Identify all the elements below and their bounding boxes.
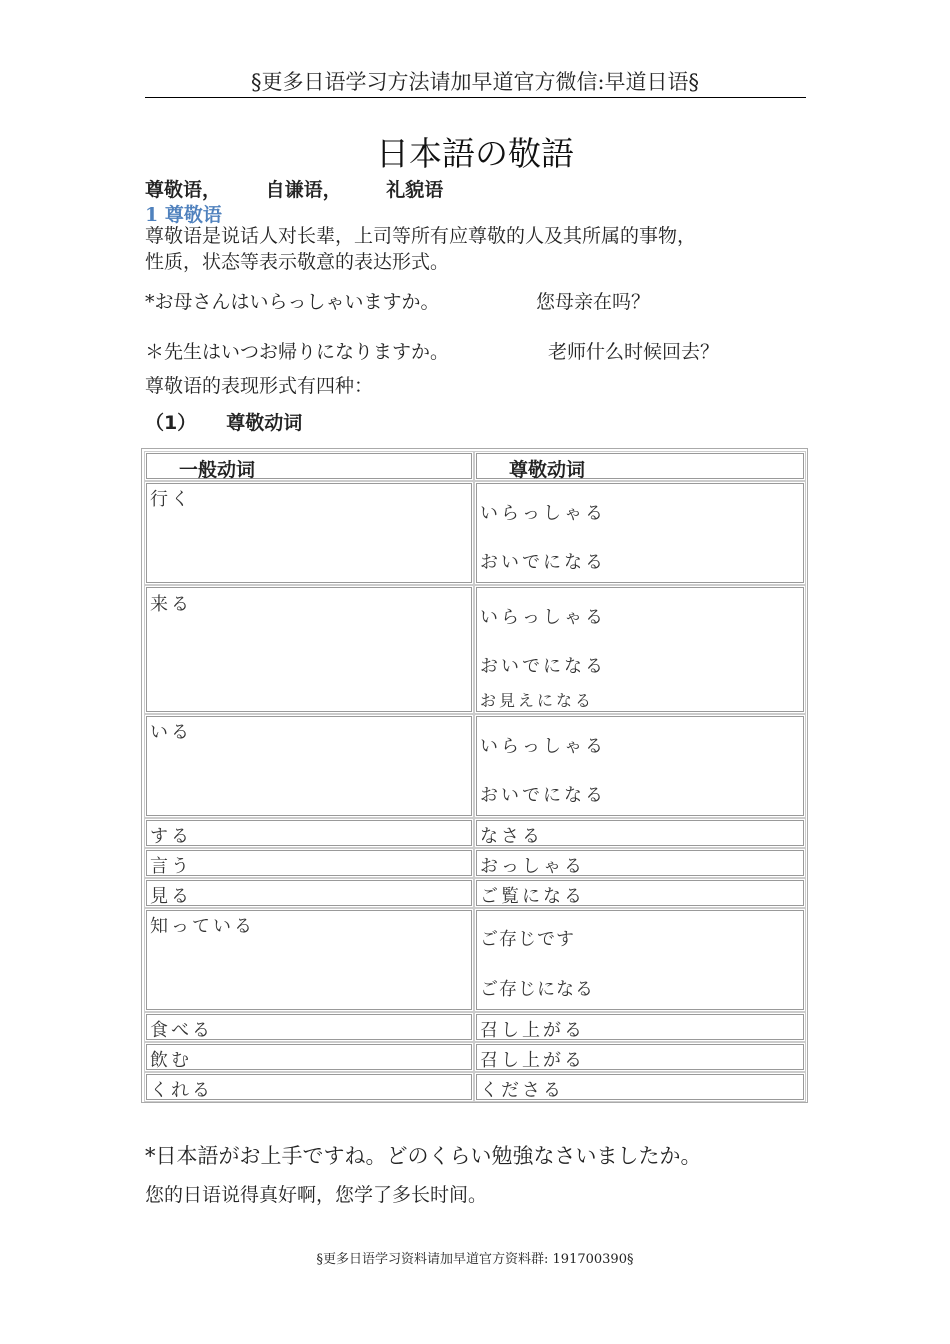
honorific-types: [145, 175, 481, 202]
table-row-9-honorific: くださる: [476, 1074, 804, 1100]
table-row-1-honorific: いらっしゃる おいでになる お見えになる: [476, 587, 804, 712]
section-heading: 1 尊敬语: [145, 204, 222, 226]
example-1-jp: *お母さんはいらっしゃいますか。: [145, 291, 440, 313]
bottom-example-jp: *日本語がお上手ですね。どのくらい勉強なさいましたか。: [145, 1144, 702, 1168]
table-row-4-honorific: おっしゃる: [476, 850, 804, 876]
table-header-honorific: 尊敬动词: [476, 453, 804, 479]
example-1-cn: 您母亲在吗？: [536, 291, 651, 313]
type-teineigo: 礼貌语: [386, 179, 444, 201]
table-row-2-general: いる: [146, 716, 472, 816]
table-row-8-honorific: 召し上がる: [476, 1044, 804, 1070]
type-kenjougo: 自谦语，: [265, 179, 342, 201]
subsection-label: 尊敬动词: [226, 412, 303, 434]
table-row-7-general: 食べる: [146, 1014, 472, 1040]
subsection-heading: [145, 408, 302, 435]
page-footer: §更多日语学习资料请加早道官方资料群: 191700390§: [316, 1252, 634, 1267]
example-2-jp: ＊先生はいつお帰りになりますか。: [145, 341, 450, 363]
example-2-cn: 老师什么时候回去？: [548, 341, 720, 363]
subsection-number: （1）: [145, 412, 197, 434]
definition-line-1: 尊敬语是说话人对长辈，上司等所有应尊敬的人及其所属的事物，: [145, 225, 697, 247]
table-row-5-general: 見る: [146, 880, 472, 906]
header-divider: [145, 97, 806, 98]
table-row-1-general: 来る: [146, 587, 472, 712]
table-row-9-general: くれる: [146, 1074, 472, 1100]
page-header: §更多日语学习方法请加早道官方微信:早道日语§: [250, 70, 700, 94]
table-row-0-general: 行く: [146, 483, 472, 583]
table-row-2-honorific: いらっしゃる おいでになる: [476, 716, 804, 816]
table-row-8-general: 飲む: [146, 1044, 472, 1070]
table-row-6-general: 知っている: [146, 910, 472, 1010]
example-1: [145, 287, 651, 314]
type-sonkeigo: 尊敬语，: [145, 179, 222, 201]
table-row-4-general: 言う: [146, 850, 472, 876]
table-row-3-general: する: [146, 820, 472, 846]
table-row-5-honorific: ご覧になる: [476, 880, 804, 906]
table-row-6-honorific: ご存じです ご存じになる: [476, 910, 804, 1010]
bottom-example-cn: 您的日语说得真好啊，您学了多长时间。: [145, 1184, 488, 1206]
table-row-3-honorific: なさる: [476, 820, 804, 846]
table-header-general: 一般动词: [146, 453, 472, 479]
page-title: 日本語の敬語: [376, 134, 574, 173]
honorific-verb-table: [141, 448, 808, 1103]
table-row-0-honorific: いらっしゃる おいでになる: [476, 483, 804, 583]
definition-line-2: 性质，状态等表示敬意的表达形式。: [145, 251, 450, 273]
example-2: [145, 337, 720, 364]
forms-intro: 尊敬语的表现形式有四种：: [145, 375, 374, 397]
table-row-7-honorific: 召し上がる: [476, 1014, 804, 1040]
